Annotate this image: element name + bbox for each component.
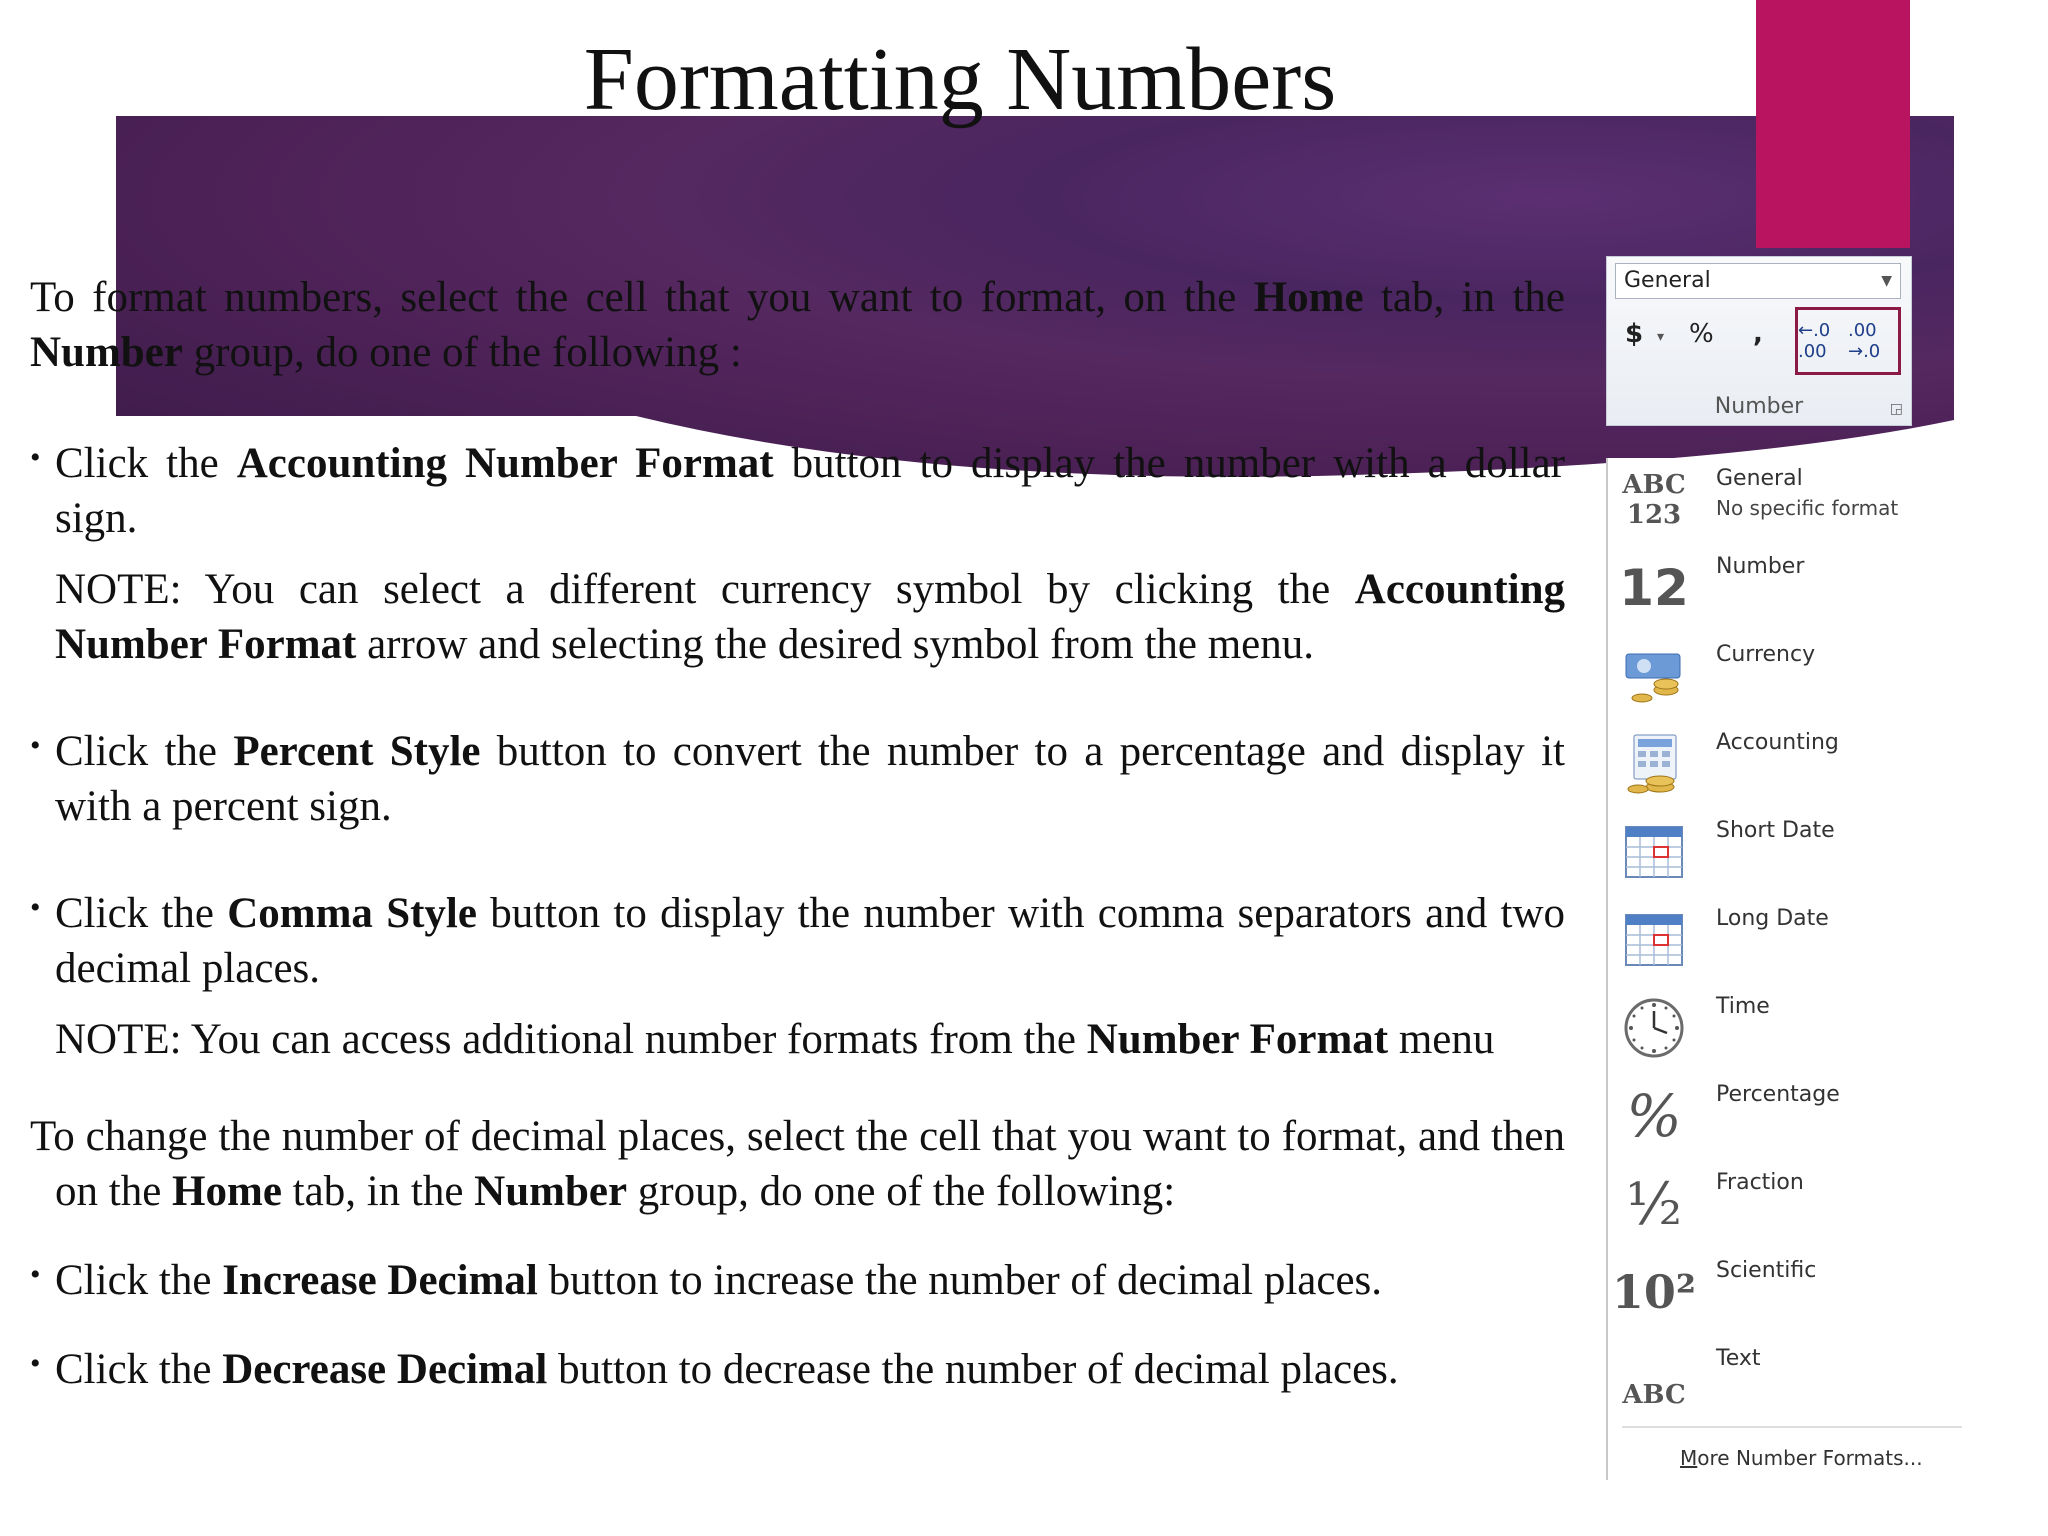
menu-item-currency[interactable]: Currency	[1608, 634, 1976, 722]
number-format-dropdown[interactable]: General ▼	[1615, 263, 1901, 299]
number-12-icon: 12	[1619, 559, 1689, 617]
menu-item-scientific[interactable]: 10² Scientific	[1608, 1250, 1976, 1338]
accent-rectangle	[1756, 0, 1910, 248]
note-number-format: NOTE: You can access additional number formats from the Number Format menu	[55, 1016, 1495, 1063]
bullet-increase-decimal: • Click the Increase Decimal button to increase the number of decimal places.	[30, 1253, 1565, 1308]
comma-style-button[interactable]: ,	[1753, 319, 1763, 349]
menu-item-long-date[interactable]: Long Date	[1608, 898, 1976, 986]
menu-item-time[interactable]: Time	[1608, 986, 1976, 1074]
bullet-icon: •	[30, 1258, 41, 1291]
abc-123-icon: ABC 123	[1622, 470, 1686, 530]
bullet-icon: •	[30, 729, 41, 762]
bullet-percent: • Click the Percent Style button to convert the number to a percentage and display it with a percent sign.	[30, 724, 1565, 834]
number-format-menu	[1606, 458, 1976, 1480]
dialog-launcher-icon[interactable]: ◲	[1889, 401, 1903, 417]
clock-icon	[1616, 992, 1692, 1064]
menu-item-text[interactable]: ABC Text	[1608, 1338, 1976, 1426]
increase-decimal-button[interactable]: ←.0 .00	[1798, 320, 1831, 362]
calendar-icon	[1616, 816, 1692, 888]
chevron-down-icon: ▼	[1881, 273, 1892, 289]
decrease-decimal-button[interactable]: .00 →.0	[1848, 320, 1881, 362]
note-currency: NOTE: You can select a different currency symbol by clicking the Accounting Number Format arrow and selecting the desired symbol from the menu.	[55, 566, 1565, 668]
bullet-icon: •	[30, 1347, 41, 1380]
bullet-accounting: • Click the Accounting Number Format button to display the number with a dollar sign.	[30, 436, 1565, 546]
slide-body	[30, 270, 1565, 1397]
bullet-icon: •	[30, 441, 41, 474]
menu-item-short-date[interactable]: Short Date	[1608, 810, 1976, 898]
accounting-icon	[1616, 728, 1692, 800]
menu-item-number[interactable]: 12 Number	[1608, 546, 1976, 634]
percent-icon: %	[1626, 1082, 1682, 1150]
percent-style-button[interactable]: %	[1689, 319, 1714, 349]
currency-icon	[1616, 640, 1692, 712]
number-group-ribbon	[1606, 256, 1912, 426]
menu-item-accounting[interactable]: Accounting	[1608, 722, 1976, 810]
bullet-decrease-decimal: • Click the Decrease Decimal button to decrease the number of decimal places.	[30, 1342, 1565, 1397]
accounting-dropdown-arrow[interactable]: ▾	[1657, 329, 1665, 345]
bullet-comma: • Click the Comma Style button to display the number with comma separators and two decimal places.	[30, 886, 1565, 996]
slide-title: Formatting Numbers	[583, 30, 1337, 129]
text-abc-icon: ABC	[1622, 1380, 1686, 1410]
menu-item-fraction[interactable]: ½ Fraction	[1608, 1162, 1976, 1250]
bullet-icon: •	[30, 891, 41, 924]
group-label: Number	[1714, 394, 1804, 419]
menu-item-general[interactable]: ABC 123 General No specific format	[1608, 458, 1976, 546]
menu-item-percentage[interactable]: % Percentage	[1608, 1074, 1976, 1162]
more-number-formats-link[interactable]: More Number Formats...	[1622, 1426, 1962, 1470]
fraction-icon: ½	[1625, 1170, 1683, 1238]
scientific-icon: 10²	[1611, 1265, 1697, 1319]
calendar-icon	[1616, 904, 1692, 976]
accounting-format-button[interactable]: $	[1625, 319, 1644, 349]
intro-paragraph: To format numbers, select the cell that you want to format, on the Home tab, in the Number group, do one of the following :	[30, 274, 1565, 376]
decimal-intro-paragraph: To change the number of decimal places, select the cell that you want to format, and then on the Home tab, in the Number group, do one of the following:	[30, 1113, 1565, 1215]
decimal-buttons-highlight	[1795, 307, 1901, 375]
